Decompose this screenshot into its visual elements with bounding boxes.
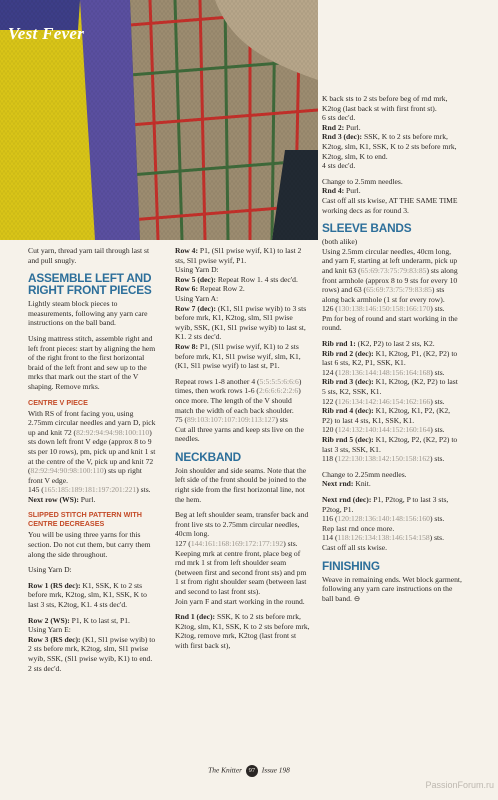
page-footer xyxy=(0,765,498,777)
slipped-stitch-heading: SLIPPED STITCH PATTERN WITH CENTRE DECREASES xyxy=(28,510,142,529)
slipped-paragraph: You will be using three yarns for this section. Do not cut them, but carry them along the side throughout. xyxy=(28,530,151,559)
assemble-paragraph-2: Using mattress stitch, assemble right and left front pieces: start by aligning the hem of the right front to the first horizontal braid of the left front and sew up to the mrks that mark out the start of the V shaping. Remove mrks. xyxy=(28,333,156,391)
change-needles: Change to 2.5mm needles. xyxy=(322,176,403,186)
finishing-heading: FINISHING xyxy=(322,558,380,573)
row-6: Row 6: Repeat Row 2. xyxy=(175,284,245,294)
page-title: Vest Fever xyxy=(8,24,85,43)
next-row: Next row (WS): Purl. xyxy=(28,494,96,504)
final-count-2: 114 (118:126:134:138:146:154:158) sts. xyxy=(322,533,445,543)
rnd-1-continued: K back sts to 2 sts before beg of rnd mrk, K2tog (last back st with first front st). xyxy=(322,94,448,113)
intro-text: Cut yarn, thread yarn tail through last st and pull snugly. xyxy=(28,246,150,265)
assemble-heading: ASSEMBLE LEFT AND RIGHT FRONT PIECES xyxy=(28,271,152,298)
sleeve-count: 126 (130:138:146:150:158:166:170) sts. xyxy=(322,304,445,314)
rnd-2: Rnd 2: Purl. xyxy=(322,122,361,132)
rnd-3: Rnd 3 (dec): SSK, K to 2 sts before mrk, K2tog, slm, K1, SSK, K to 2 sts before mrk, K2tog, slm, K to end. xyxy=(322,132,457,161)
using-yarn-d-2: Using Yarn D: xyxy=(175,265,219,275)
rnd-1-dec: 6 sts dec'd. xyxy=(322,113,356,123)
centre-v-paragraph: With RS of front facing you, using 2.75mm circular needles and yarn D, pick up and knit 72 (82:92:94:94:98:100:110) sts down left front V edge (approx 8 to 9 sts per 10 rows), pm, pick up and knit 1 st at the centre of the V, pick up and knit 72 (82:92:94:90:98:100:110) sts up right front V edge. xyxy=(28,408,156,485)
rep-once: Rep last rnd once more. xyxy=(322,523,395,533)
issue-number: Issue 198 xyxy=(261,765,290,775)
change-needles-2: Change to 2.25mm needles. xyxy=(322,469,407,479)
row-4: Row 4: P1, (Sl1 pwise wyif, K1) to last 2 sts, Sl1 pwise wyif, P1. xyxy=(175,246,302,265)
next-rnd: Next rnd: Knit. xyxy=(322,479,371,489)
row-2: Row 2 (WS): P1, K to last st, P1. xyxy=(28,615,130,625)
using-yarn-e: Using Yarn E: xyxy=(28,625,71,635)
rib-rnd-3: Rib rnd 3 (dec): K1, K2tog, (K2, P2) to last 5 sts, K2, SSK, K1. 122 (126:134:142:146:154:162:166) sts. xyxy=(322,377,458,406)
cut-yarns: Cut all three yarns and keep sts live on the needles. xyxy=(175,424,304,444)
sleeve-paragraph: Using 2.5mm circular needles, 40cm long, and yarn F, starting at left underarm, pick up and knit 63 (65:69:73:75:79:83:85) sts along front armhole (approx 8 to 9 sts for every 10 rows) and 63 (65:69:73:75:79:83:85) sts along back armhole (1 st for every row). xyxy=(322,246,458,304)
rib-rnd-2: Rib rnd 2 (dec): K1, K2tog, P1, (K2, P2) to last 6 sts, K2, P1, SSK, K1. 124 (128:136:144:148:156:164:168) sts. xyxy=(322,348,458,377)
sleeve-bands-heading: SLEEVE BANDS xyxy=(322,221,412,236)
neckband-paragraph-1: Join shoulder and side seams. Note that the left side of the front should be joined to the right side from the first horizontal line, not the hem. xyxy=(175,465,307,504)
final-count-1: 116 (120:128:136:140:148:156:160) sts. xyxy=(322,514,445,524)
watermark: PassionForum.ru xyxy=(425,780,494,790)
neckband-heading: NECKBAND xyxy=(175,449,241,464)
row-7: Row 7 (dec): (K1, Sl1 pwise wyib) to 3 sts before mrk, K1, K2tog, slm, Sl1 pwise wyib, SSK, (K1, Sl1 pwise wyib) to last st, K1. 2 sts dec'd. xyxy=(175,303,307,342)
row-5: Row 5 (dec): Repeat Row 1. 4 sts dec'd. xyxy=(175,274,298,284)
row-8: Row 8: P1, (Sl1 pwise wyif, K1) to 2 sts before mrk, K1, Sl1 pwise wyif, slm, K1, (K1, Sl1 pwise wyif) to last st, P1. xyxy=(175,341,301,371)
row-1: Row 1 (RS dec): K1, SSK, K to 2 sts before mrk, K2tog, slm, K1, SSK, K to last 3 sts, K2tog, K1. 4 sts dec'd. xyxy=(28,580,147,610)
next-rnd-dec: Next rnd (dec): P1, P2tog, P to last 3 sts, P2tog, P1. xyxy=(322,494,449,514)
rnd-4: Rnd 4: Purl. xyxy=(322,186,361,196)
magazine-name: The Knitter xyxy=(208,765,243,775)
using-yarn-d: Using Yarn D: xyxy=(28,565,72,575)
rnd-1: Rnd 1 (dec): SSK, K to 2 sts before mrk, K2tog, slm, K1, SSK, K to 2 sts before mrk, K2tog, remove mrk, K2tog (last front st with first back st), xyxy=(175,612,310,650)
page-number: 97 xyxy=(246,765,258,777)
column-1 xyxy=(28,246,156,679)
neckband-paragraph-2: Beg at left shoulder seam, transfer back and front live sts to 2.75mm circular needles, 40cm long. 127 (144:161:168:169:172:177:192) sts. Keeping mrk at centre front, place beg of rnd mrk 1 st from left shoulder seam (between first and second front sts) and pm 1 st from right shoulder seam (between last and second to last front sts). Join yarn F and start working in the round. xyxy=(175,510,309,606)
using-yarn-a: Using Yarn A: xyxy=(175,293,219,303)
both-alike: (both alike) xyxy=(322,237,358,247)
cast-off: Cast off all sts kwise, AT THE SAME TIME working decs as for round 3. xyxy=(322,195,458,215)
rib-rnd-1: Rib rnd 1: (K2, P2) to last 2 sts, K2. xyxy=(322,339,435,349)
cast-off-2: Cast off all sts kwise. xyxy=(322,542,388,552)
centre-v-count: 145 (165:185:189:181:197:201:221) sts. xyxy=(28,485,151,495)
rib-rnd-4: Rib rnd 4 (dec): K1, K2tog, K1, P2, (K2, P2) to last 4 sts, K1, SSK, K1. 120 (124:132:140:144:152:160:164) sts. xyxy=(322,406,451,435)
pm-paragraph: Pm for beg of round and start working in the round. xyxy=(322,313,458,333)
column-3 xyxy=(322,94,462,609)
repeat-paragraph: Repeat rows 1-8 another 4 (5:5:5:5:6:6:6) times, then work rows 1-6 (2:6:6:6:2:2:6) once more. The length of the V should match the width of each back shoulder. xyxy=(175,376,302,415)
rib-rnd-5: Rib rnd 5 (dec): K1, K2tog, P2, (K2, P2) to last 3 sts, SSK, K1. 118 (122:130:138:142:150:158:162) sts. xyxy=(322,435,458,464)
row-3: Row 3 (RS dec): (K1, Sl1 pwise wyib) to 2 sts before mrk, K2tog, slm, Sl1 pwise wyib, SSK, (Sl1 pwise wyib, K1) to end. 2 sts dec'd. xyxy=(28,634,156,673)
rnd-3-dec: 4 sts dec'd. xyxy=(322,161,356,171)
centre-v-heading: CENTRE V PIECE xyxy=(28,397,88,407)
finishing-paragraph: Weave in remaining ends. Wet block garment, following any yarn care instructions on the ball band. ⊖ xyxy=(322,574,462,603)
v-count: 75 (89:103:107:107:109:113:127) sts xyxy=(175,415,288,425)
column-2 xyxy=(175,246,310,657)
assemble-paragraph-1: Lightly steam block pieces to measurements, following any yarn care instructions on the ball band. xyxy=(28,299,148,328)
